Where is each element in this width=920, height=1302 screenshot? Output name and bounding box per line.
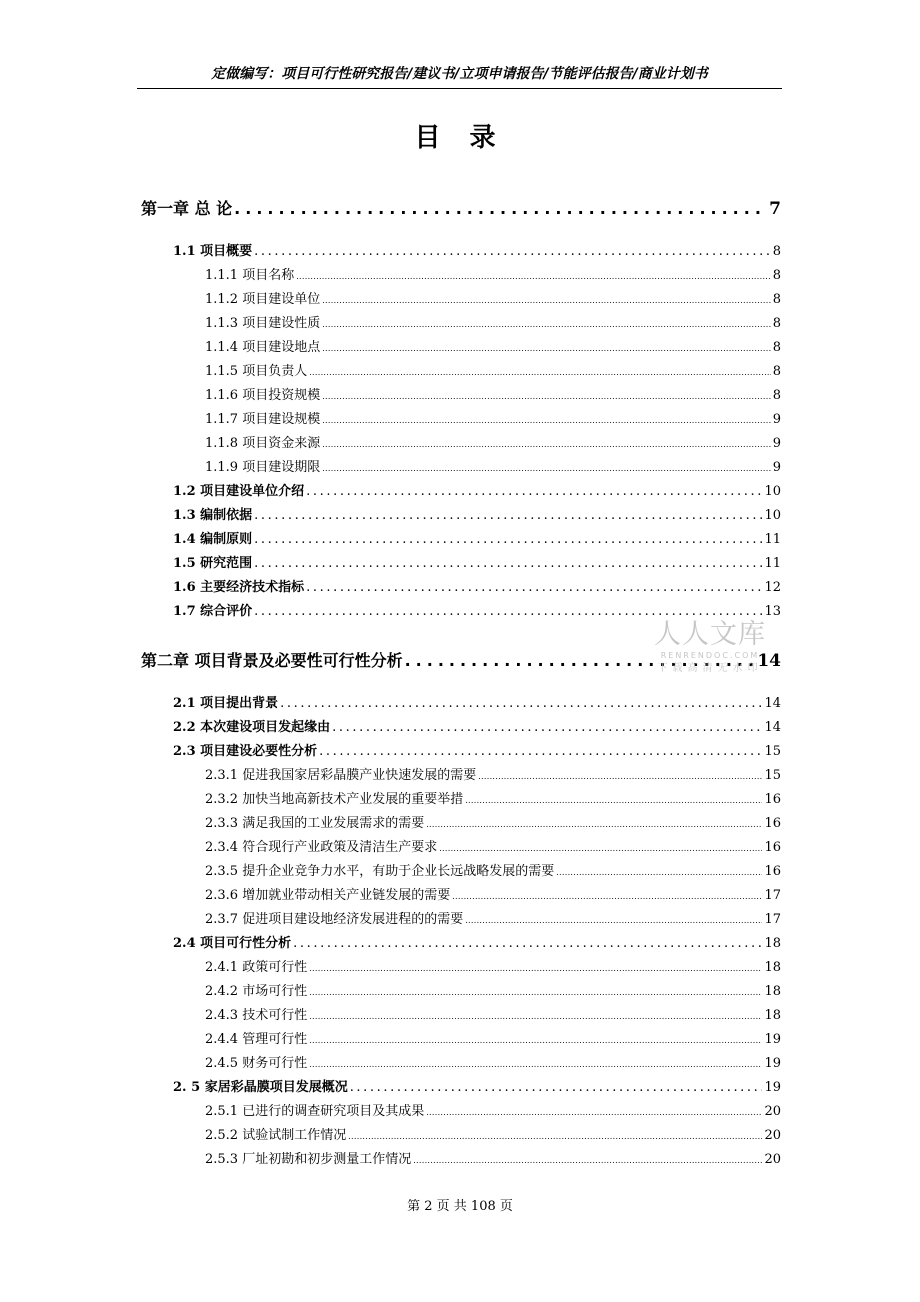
toc-section-1-6[interactable] <box>173 576 781 595</box>
toc-page: 8 <box>772 316 781 331</box>
toc-page: 10 <box>764 484 781 499</box>
toc-title: 1.1.1 项目名称 <box>205 268 295 283</box>
toc-sub-1-1-4[interactable] <box>205 336 781 355</box>
toc-page: 18 <box>764 1008 781 1023</box>
toc-sub-2-3-7[interactable] <box>205 908 781 927</box>
toc-page: 17 <box>764 912 781 927</box>
toc-page: 19 <box>764 1032 781 1047</box>
toc-chapter-1[interactable] <box>141 196 781 219</box>
toc-title: 2.5.1 已进行的调查研究项目及其成果 <box>205 1104 425 1119</box>
toc-page: 19 <box>764 1080 781 1095</box>
toc-sub-2-3-5[interactable] <box>205 860 781 879</box>
toc-title: 2.4.5 财务可行性 <box>205 1056 308 1071</box>
toc-num: 1.4 <box>173 532 196 547</box>
toc-section-1-5[interactable] <box>173 552 781 571</box>
toc-title: 2.4.3 技术可行性 <box>205 1008 308 1023</box>
toc-section-1-4[interactable] <box>173 528 781 547</box>
page-footer: 第 2 页 共 108 页 <box>407 1199 513 1214</box>
toc-section-1-7[interactable] <box>173 600 781 619</box>
toc-sub-1-1-6[interactable] <box>205 384 781 403</box>
toc-section-2-4[interactable] <box>173 932 781 951</box>
toc-title: 1.1.6 项目投资规模 <box>205 388 321 403</box>
toc-page: 8 <box>772 244 781 259</box>
toc-page: 19 <box>764 1056 781 1071</box>
toc-section-2-3[interactable] <box>173 740 781 759</box>
toc-title: 项目建设必要性分析 <box>200 744 318 759</box>
toc-title: 2.5.3 厂址初勘和初步测量工作情况 <box>205 1152 412 1167</box>
toc-title: 2.4.2 市场可行性 <box>205 984 308 999</box>
toc-title: 项目可行性分析 <box>200 936 292 951</box>
toc-page: 11 <box>764 532 781 547</box>
toc-page: 16 <box>764 840 781 855</box>
toc-title: 2.3.7 促进项目建设地经济发展进程的的需要 <box>205 912 464 927</box>
toc-page: 7 <box>769 199 781 219</box>
toc-title: 1.1.4 项目建设地点 <box>205 340 321 355</box>
toc-page: 8 <box>772 340 781 355</box>
toc-sub-2-3-3[interactable] <box>205 812 781 831</box>
toc-num: 1.6 <box>173 580 196 595</box>
toc-page: 16 <box>764 864 781 879</box>
toc-num: 2.1 <box>173 696 196 711</box>
toc-title: 1.1.7 项目建设规模 <box>205 412 321 427</box>
toc-page: 13 <box>764 604 781 619</box>
toc-section-1-3[interactable] <box>173 504 781 523</box>
toc-page: 18 <box>764 936 781 951</box>
toc-page: 17 <box>764 888 781 903</box>
toc-title: 编制依据 <box>200 508 253 523</box>
toc-sub-2-3-6[interactable] <box>205 884 781 903</box>
toc-title: 1.1.2 项目建设单位 <box>205 292 321 307</box>
toc-sub-2-5-2[interactable] <box>205 1124 781 1143</box>
toc-page: 14 <box>764 720 781 735</box>
toc-sub-2-4-2[interactable] <box>205 980 781 999</box>
toc-sub-2-4-5[interactable] <box>205 1052 781 1071</box>
toc-page: 12 <box>764 580 781 595</box>
toc-sub-1-1-5[interactable] <box>205 360 781 379</box>
toc-section-2-1[interactable] <box>173 692 781 711</box>
toc-title: 综合评价 <box>200 604 253 619</box>
toc-page: 9 <box>772 412 781 427</box>
toc-title: 项目建设单位介绍 <box>200 484 305 499</box>
toc-page: 8 <box>772 388 781 403</box>
toc-sub-1-1-7[interactable] <box>205 408 781 427</box>
toc-title: 2.4.1 政策可行性 <box>205 960 308 975</box>
toc-title: 项目概要 <box>200 244 253 259</box>
toc-title: 第一章 总 论 <box>141 199 233 218</box>
toc-page: 11 <box>764 556 781 571</box>
toc-page: 20 <box>764 1128 781 1143</box>
toc-page: 9 <box>772 460 781 475</box>
page-header: 定做编写：项目可行性研究报告/建议书/立项申请报告/节能评估报告/商业计划书 <box>137 62 782 89</box>
toc-num: 1.7 <box>173 604 196 619</box>
toc-page: 10 <box>764 508 781 523</box>
watermark-logo-text: 人人文库 <box>654 619 766 650</box>
toc-title: 2.3.5 提升企业竞争力水平，有助于企业长远战略发展的需要 <box>205 864 555 879</box>
toc-page: 16 <box>764 816 781 831</box>
toc-sub-1-1-8[interactable] <box>205 432 781 451</box>
toc-sub-1-1-9[interactable] <box>205 456 781 475</box>
toc-title: 项目提出背景 <box>200 696 279 711</box>
page-title: 目 录 <box>414 123 506 153</box>
toc-page: 14 <box>764 696 781 711</box>
toc-section-2-2[interactable] <box>173 716 781 735</box>
toc-title: 本次建设项目发起缘由 <box>200 720 331 735</box>
toc-page: 9 <box>772 436 781 451</box>
toc-page: 15 <box>764 744 781 759</box>
toc-num: 2.4 <box>173 936 196 951</box>
toc-title: 主要经济技术指标 <box>200 580 305 595</box>
toc-sub-2-5-3[interactable] <box>205 1148 781 1167</box>
toc-page: 18 <box>764 984 781 999</box>
toc-sub-2-4-4[interactable] <box>205 1028 781 1047</box>
watermark <box>645 620 775 676</box>
toc-title: 第二章 项目背景及必要性可行性分析 <box>141 651 403 670</box>
toc-title: 2.4.4 管理可行性 <box>205 1032 308 1047</box>
toc-page: 15 <box>764 768 781 783</box>
toc-title: 1.1.5 项目负责人 <box>205 364 308 379</box>
toc-sub-1-1-3[interactable] <box>205 312 781 331</box>
toc-sub-2-5-1[interactable] <box>205 1100 781 1119</box>
toc-num: 2.3 <box>173 744 196 759</box>
toc-num: 1.3 <box>173 508 196 523</box>
toc-section-1-1[interactable] <box>173 240 781 259</box>
toc-num: 1.5 <box>173 556 196 571</box>
toc-title: 2.5.2 试验试制工作情况 <box>205 1128 347 1143</box>
toc-sub-2-4-3[interactable] <box>205 1004 781 1023</box>
watermark-subtext: 下载高清无水印 <box>657 663 763 674</box>
toc-page: 20 <box>764 1104 781 1119</box>
toc-num: 2.2 <box>173 720 196 735</box>
toc-page: 16 <box>764 792 781 807</box>
toc-section-2-5[interactable] <box>173 1076 781 1095</box>
toc-section-1-2[interactable] <box>173 480 781 499</box>
watermark-url: RENRENDOC.COM <box>660 651 760 660</box>
toc-num: 2. 5 <box>173 1080 201 1095</box>
toc-sub-1-1-2[interactable] <box>205 288 781 307</box>
toc-title: 1.1.3 项目建设性质 <box>205 316 321 331</box>
toc-sub-2-3-2[interactable] <box>205 788 781 807</box>
toc-title: 2.3.1 促进我国家居彩晶膜产业快速发展的需要 <box>205 768 477 783</box>
toc-title: 研究范围 <box>200 556 253 571</box>
toc-page: 8 <box>772 364 781 379</box>
toc-title: 家居彩晶膜项目发展概况 <box>204 1080 348 1095</box>
toc-page: 8 <box>772 292 781 307</box>
toc-sub-2-4-1[interactable] <box>205 956 781 975</box>
toc-title: 1.1.8 项目资金来源 <box>205 436 321 451</box>
leader-dots <box>234 199 767 218</box>
toc-sub-2-3-4[interactable] <box>205 836 781 855</box>
toc-num: 1.2 <box>173 484 196 499</box>
toc-sub-2-3-1[interactable] <box>205 764 781 783</box>
toc-title: 编制原则 <box>200 532 253 547</box>
toc-page: 14 <box>757 651 781 671</box>
toc-page: 20 <box>764 1152 781 1167</box>
toc-page: 8 <box>772 268 781 283</box>
toc-title: 2.3.6 增加就业带动相关产业链发展的需要 <box>205 888 451 903</box>
toc-title: 2.3.3 满足我国的工业发展需求的需要 <box>205 816 425 831</box>
toc-sub-1-1-1[interactable] <box>205 264 781 283</box>
toc-title: 2.3.4 符合现行产业政策及清洁生产要求 <box>205 840 438 855</box>
toc-num: 1.1 <box>173 244 196 259</box>
toc-title: 1.1.9 项目建设期限 <box>205 460 321 475</box>
toc-title: 2.3.2 加快当地高新技术产业发展的重要举措 <box>205 792 464 807</box>
toc-page: 18 <box>764 960 781 975</box>
